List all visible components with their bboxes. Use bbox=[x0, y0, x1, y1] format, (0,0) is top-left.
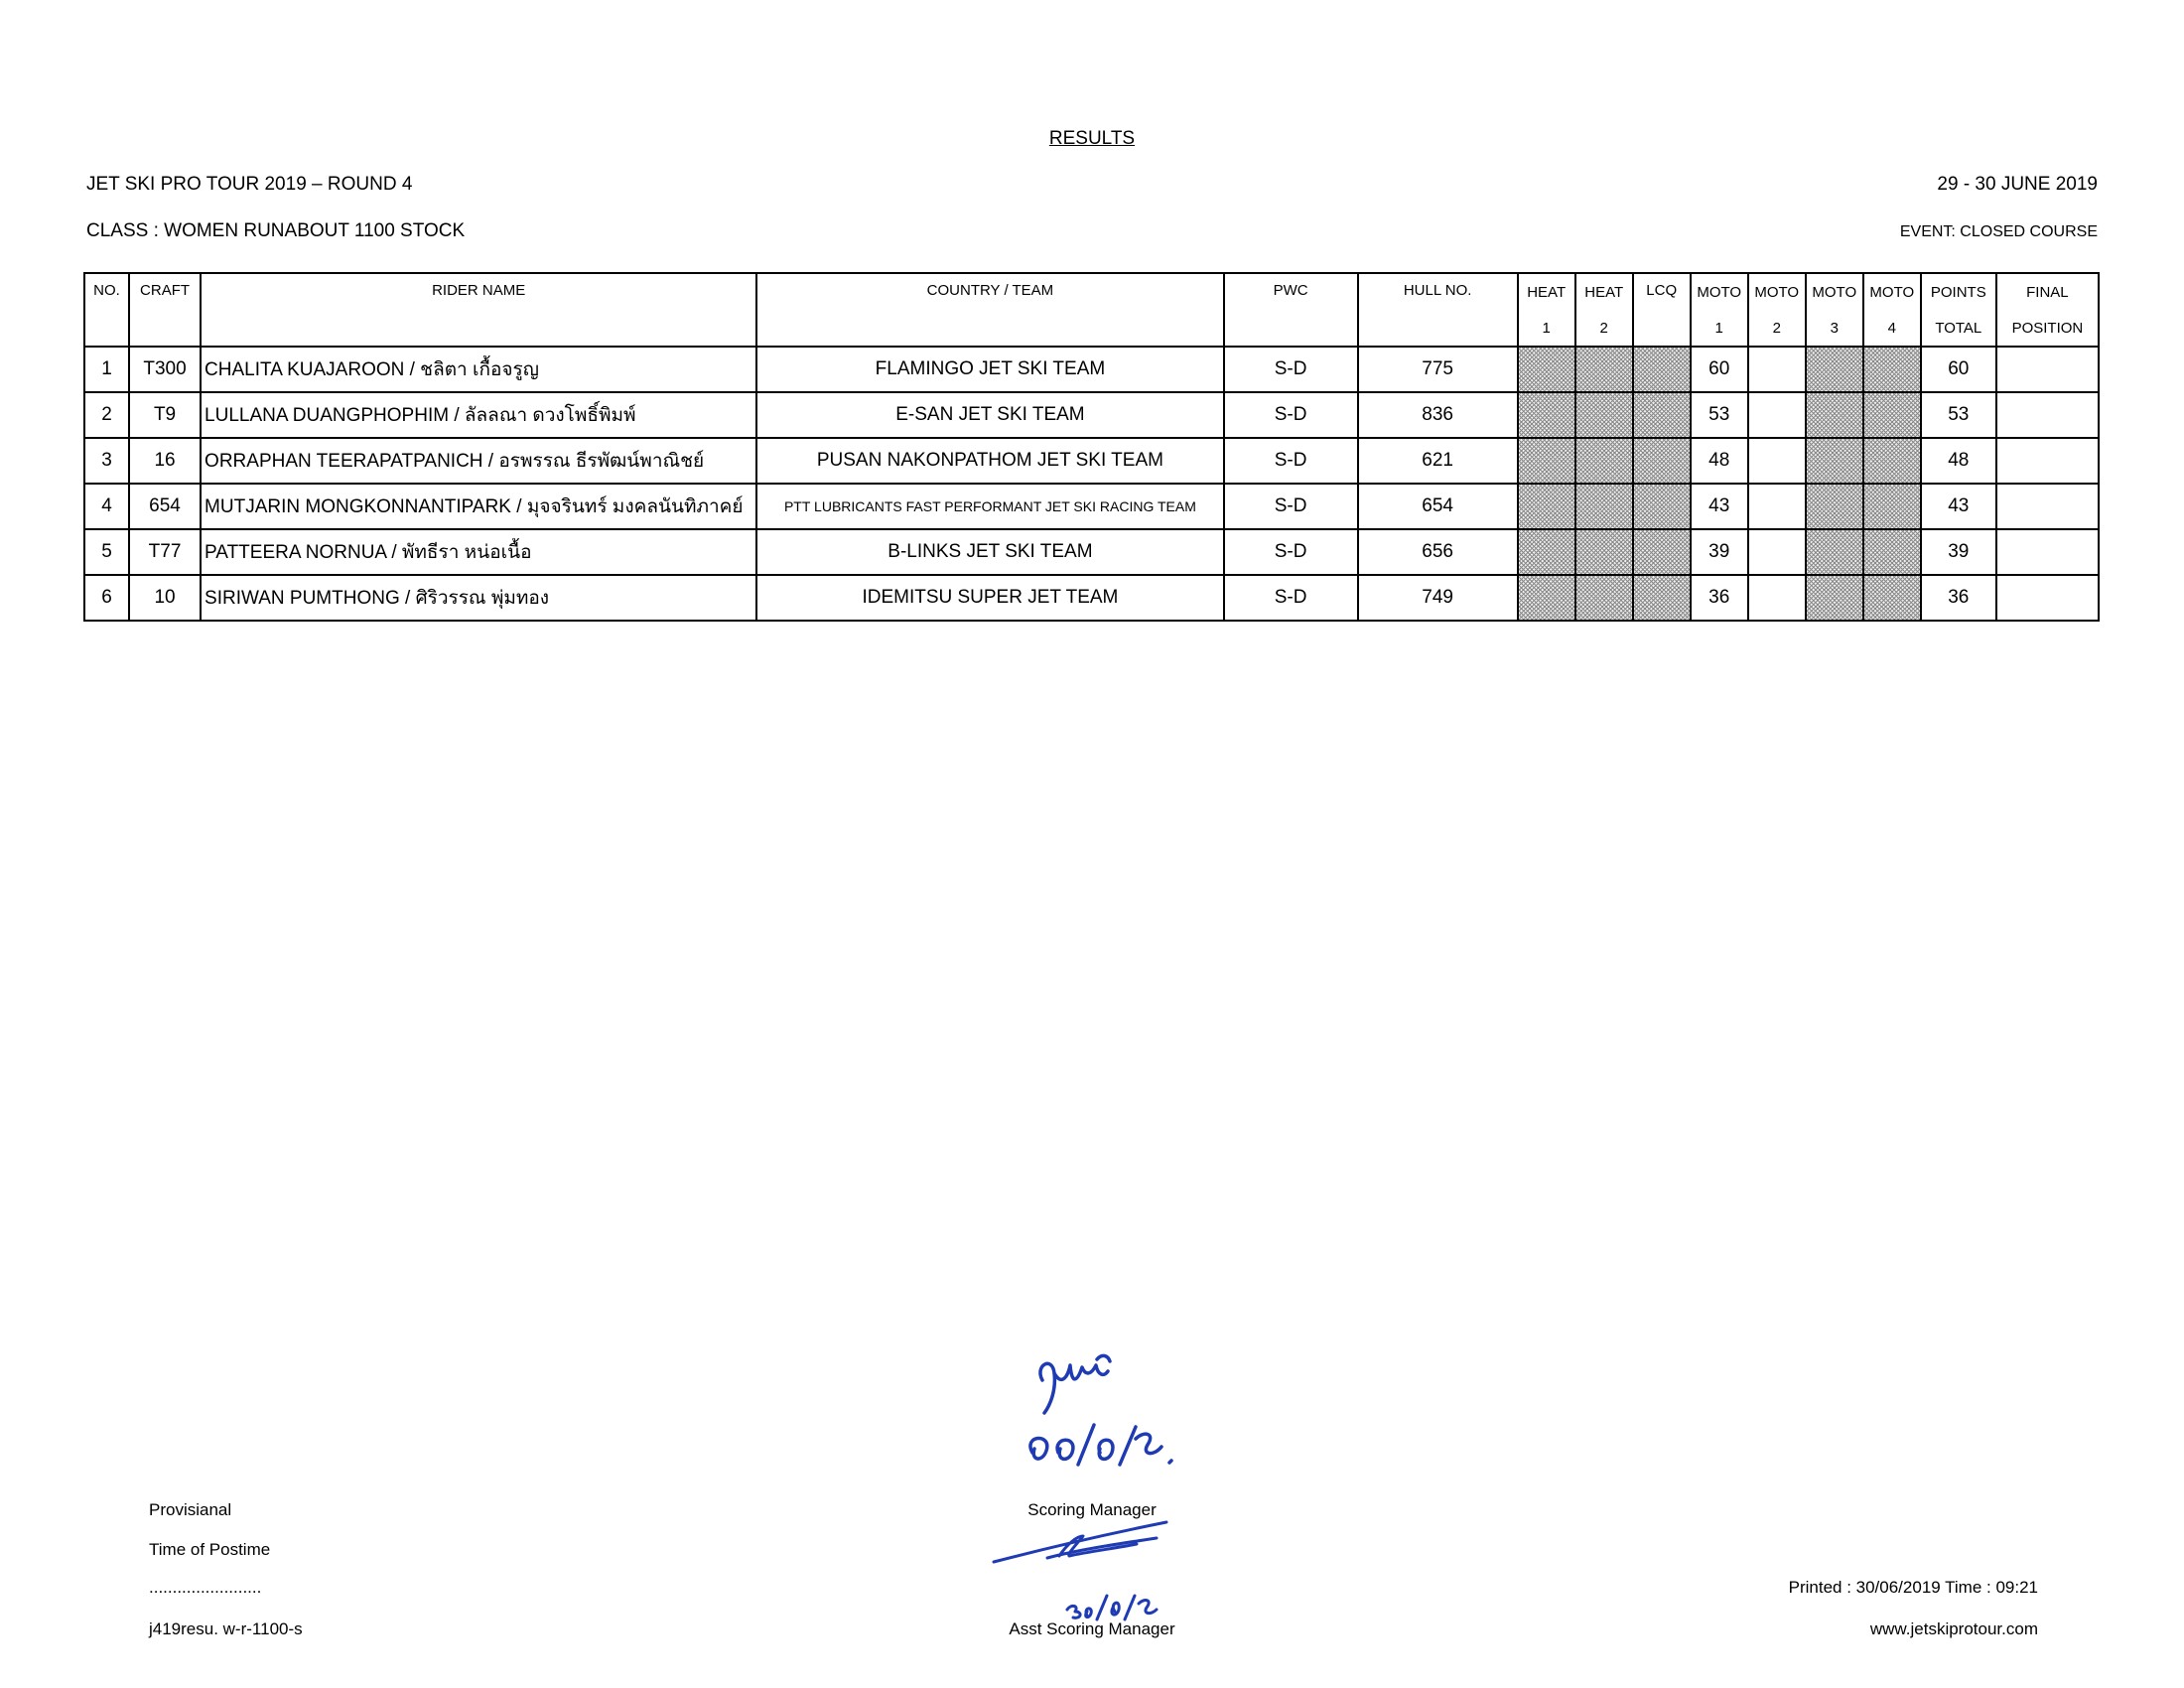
cell-rider-name: CHALITA KUAJAROON / ชลิตา เกื้อจรูญ bbox=[201, 347, 756, 392]
cell-team: PUSAN NAKONPATHOM JET SKI TEAM bbox=[756, 438, 1223, 484]
cell-pwc: S-D bbox=[1224, 438, 1358, 484]
table-row bbox=[84, 529, 2099, 575]
cell-moto-4 bbox=[1863, 484, 1921, 529]
signature-stroke bbox=[1040, 1355, 1110, 1413]
header-country-team: COUNTRY / TEAM bbox=[756, 273, 1223, 347]
table-row bbox=[84, 347, 2099, 392]
cell-heat-1 bbox=[1518, 484, 1575, 529]
header-final: FINAL bbox=[1996, 273, 2099, 310]
cell-heat-2 bbox=[1575, 529, 1633, 575]
header-heat-1: HEAT bbox=[1518, 273, 1575, 310]
cell-rider-name: ORRAPHAN TEERAPATPANICH / อรพรรณ ธีรพัฒน์พาณิชย์ bbox=[201, 438, 756, 484]
cell-moto-3 bbox=[1806, 392, 1863, 438]
cell-no: 6 bbox=[84, 575, 129, 621]
table-row bbox=[84, 392, 2099, 438]
cell-hull-no: 656 bbox=[1358, 529, 1518, 575]
cell-moto-4 bbox=[1863, 529, 1921, 575]
cell-heat-1 bbox=[1518, 438, 1575, 484]
cell-pwc: S-D bbox=[1224, 575, 1358, 621]
cell-heat-2 bbox=[1575, 484, 1633, 529]
cell-moto-3 bbox=[1806, 484, 1863, 529]
header-moto-2-num: 2 bbox=[1748, 310, 1806, 347]
file-code: j419resu. w-r-1100-s bbox=[149, 1619, 303, 1638]
cell-points-total: 53 bbox=[1921, 392, 1996, 438]
cell-craft: T9 bbox=[129, 392, 201, 438]
cell-heat-2 bbox=[1575, 575, 1633, 621]
scoring-manager-label: Scoring Manager bbox=[1027, 1500, 1157, 1519]
header-final-position: POSITION bbox=[1996, 310, 2099, 347]
cell-moto-1: 60 bbox=[1691, 347, 1748, 392]
cell-points-total: 39 bbox=[1921, 529, 1996, 575]
cell-no: 4 bbox=[84, 484, 129, 529]
cell-points-total: 43 bbox=[1921, 484, 1996, 529]
cell-rider-name: MUTJARIN MONGKONNANTIPARK / มุจจรินทร์ มงคลนันทิภาคย์ bbox=[201, 484, 756, 529]
table-row bbox=[84, 438, 2099, 484]
cell-team: B-LINKS JET SKI TEAM bbox=[756, 529, 1223, 575]
cell-moto-1: 48 bbox=[1691, 438, 1748, 484]
cell-hull-no: 749 bbox=[1358, 575, 1518, 621]
header-moto-3-num: 3 bbox=[1806, 310, 1863, 347]
cell-moto-2 bbox=[1748, 529, 1806, 575]
signature-stroke bbox=[994, 1522, 1166, 1562]
results-title: RESULTS bbox=[1048, 128, 1136, 149]
cell-lcq bbox=[1633, 392, 1691, 438]
header-moto-2: MOTO bbox=[1748, 273, 1806, 310]
header-craft: CRAFT bbox=[129, 273, 201, 347]
cell-team: PTT LUBRICANTS FAST PERFORMANT JET SKI RACING TEAM bbox=[756, 484, 1223, 529]
cell-moto-2 bbox=[1748, 575, 1806, 621]
header-lcq: LCQ bbox=[1633, 273, 1691, 347]
header-rider-name: RIDER NAME bbox=[201, 273, 756, 347]
cell-final-position bbox=[1996, 484, 2099, 529]
cell-points-total: 60 bbox=[1921, 347, 1996, 392]
asst-scoring-manager-label: Asst Scoring Manager bbox=[1009, 1619, 1175, 1638]
header-points-total: TOTAL bbox=[1921, 310, 1996, 347]
header-moto-1-num: 1 bbox=[1691, 310, 1748, 347]
cell-moto-3 bbox=[1806, 438, 1863, 484]
cell-pwc: S-D bbox=[1224, 529, 1358, 575]
cell-heat-1 bbox=[1518, 392, 1575, 438]
header-points: POINTS bbox=[1921, 273, 1996, 310]
cell-heat-2 bbox=[1575, 392, 1633, 438]
header-moto-1: MOTO bbox=[1691, 273, 1748, 310]
cell-heat-1 bbox=[1518, 347, 1575, 392]
cell-moto-3 bbox=[1806, 347, 1863, 392]
cell-moto-4 bbox=[1863, 438, 1921, 484]
cell-heat-1 bbox=[1518, 529, 1575, 575]
table-row bbox=[84, 484, 2099, 529]
cell-lcq bbox=[1633, 438, 1691, 484]
cell-no: 3 bbox=[84, 438, 129, 484]
cell-moto-2 bbox=[1748, 484, 1806, 529]
cell-moto-4 bbox=[1863, 347, 1921, 392]
cell-craft: 654 bbox=[129, 484, 201, 529]
header-pwc: PWC bbox=[1224, 273, 1358, 347]
cell-heat-2 bbox=[1575, 438, 1633, 484]
signature-stroke bbox=[1067, 1596, 1157, 1619]
cell-lcq bbox=[1633, 484, 1691, 529]
time-of-postime-label: Time of Postime bbox=[149, 1540, 271, 1559]
cell-rider-name: SIRIWAN PUMTHONG / ศิริวรรณ พุ่มทอง bbox=[201, 575, 756, 621]
cell-team: IDEMITSU SUPER JET TEAM bbox=[756, 575, 1223, 621]
cell-pwc: S-D bbox=[1224, 392, 1358, 438]
cell-rider-name: LULLANA DUANGPHOPHIM / ลัลลณา ดวงโพธิ์พิมพ์ bbox=[201, 392, 756, 438]
cell-moto-4 bbox=[1863, 392, 1921, 438]
cell-moto-1: 43 bbox=[1691, 484, 1748, 529]
cell-points-total: 36 bbox=[1921, 575, 1996, 621]
cell-hull-no: 654 bbox=[1358, 484, 1518, 529]
cell-moto-1: 53 bbox=[1691, 392, 1748, 438]
cell-moto-2 bbox=[1748, 438, 1806, 484]
cell-hull-no: 836 bbox=[1358, 392, 1518, 438]
cell-no: 5 bbox=[84, 529, 129, 575]
cell-moto-3 bbox=[1806, 529, 1863, 575]
header-moto-4: MOTO bbox=[1863, 273, 1921, 310]
cell-no: 2 bbox=[84, 392, 129, 438]
cell-final-position bbox=[1996, 438, 2099, 484]
header-heat-1-num: 1 bbox=[1518, 310, 1575, 347]
header-heat-2: HEAT bbox=[1575, 273, 1633, 310]
cell-no: 1 bbox=[84, 347, 129, 392]
table-row bbox=[84, 575, 2099, 621]
cell-final-position bbox=[1996, 347, 2099, 392]
header-hull-no: HULL NO. bbox=[1358, 273, 1518, 347]
cell-moto-2 bbox=[1748, 392, 1806, 438]
time-of-postime-value: ........................ bbox=[149, 1578, 262, 1597]
cell-rider-name: PATTEERA NORNUA / พัทธีรา หน่อเนื้อ bbox=[201, 529, 756, 575]
cell-lcq bbox=[1633, 575, 1691, 621]
cell-lcq bbox=[1633, 529, 1691, 575]
event-dates: 29 - 30 JUNE 2019 bbox=[1937, 174, 2098, 195]
scoring-manager-signature bbox=[1013, 1336, 1211, 1494]
header-no: NO. bbox=[84, 273, 129, 347]
asst-scoring-manager-signature bbox=[988, 1514, 1196, 1623]
cell-final-position bbox=[1996, 529, 2099, 575]
header-heat-2-num: 2 bbox=[1575, 310, 1633, 347]
cell-pwc: S-D bbox=[1224, 484, 1358, 529]
cell-heat-2 bbox=[1575, 347, 1633, 392]
cell-hull-no: 621 bbox=[1358, 438, 1518, 484]
class-line: CLASS : WOMEN RUNABOUT 1100 STOCK bbox=[86, 220, 466, 241]
cell-team: E-SAN JET SKI TEAM bbox=[756, 392, 1223, 438]
cell-moto-4 bbox=[1863, 575, 1921, 621]
provisional-label: Provisianal bbox=[149, 1500, 232, 1519]
cell-moto-1: 36 bbox=[1691, 575, 1748, 621]
cell-final-position bbox=[1996, 575, 2099, 621]
cell-hull-no: 775 bbox=[1358, 347, 1518, 392]
cell-moto-1: 39 bbox=[1691, 529, 1748, 575]
cell-heat-1 bbox=[1518, 575, 1575, 621]
cell-final-position bbox=[1996, 392, 2099, 438]
cell-craft: 16 bbox=[129, 438, 201, 484]
cell-moto-2 bbox=[1748, 347, 1806, 392]
header-moto-3: MOTO bbox=[1806, 273, 1863, 310]
signature-stroke bbox=[1030, 1425, 1171, 1465]
cell-craft: T77 bbox=[129, 529, 201, 575]
results-table bbox=[83, 272, 2100, 622]
cell-team: FLAMINGO JET SKI TEAM bbox=[756, 347, 1223, 392]
website-link[interactable]: www.jetskiprotour.com bbox=[1869, 1619, 2038, 1638]
cell-craft: 10 bbox=[129, 575, 201, 621]
cell-lcq bbox=[1633, 347, 1691, 392]
cell-points-total: 48 bbox=[1921, 438, 1996, 484]
cell-moto-3 bbox=[1806, 575, 1863, 621]
header-row bbox=[84, 273, 2099, 310]
event-name: JET SKI PRO TOUR 2019 – ROUND 4 bbox=[86, 174, 413, 195]
cell-craft: T300 bbox=[129, 347, 201, 392]
cell-pwc: S-D bbox=[1224, 347, 1358, 392]
event-type: EVENT: CLOSED COURSE bbox=[1899, 223, 2098, 240]
printed-timestamp: Printed : 30/06/2019 Time : 09:21 bbox=[1788, 1578, 2038, 1597]
header-moto-4-num: 4 bbox=[1863, 310, 1921, 347]
